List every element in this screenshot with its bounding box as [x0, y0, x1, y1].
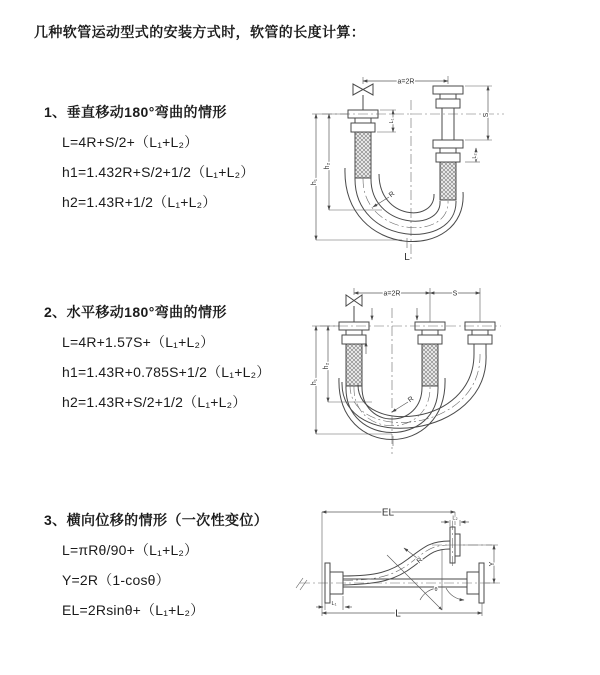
dim-y-label: Y: [489, 561, 496, 567]
curved-hose: [343, 541, 450, 585]
valve-icon: [353, 84, 373, 110]
dim-l1: [316, 596, 352, 610]
formula-l: L=4R+S/2+（L₁+L₂）: [62, 134, 199, 150]
diagram-horizontal-180-bend: [296, 282, 590, 458]
formula-y: Y=2R（1-cosθ）: [62, 572, 170, 588]
fitting-tick-arrows: [366, 308, 417, 354]
dim-l: [322, 603, 482, 620]
dim-l-label: L: [395, 608, 401, 620]
radius-leader: [392, 395, 415, 412]
dim-a2r-label: a=2R: [397, 78, 415, 86]
diagram-lateral-displacement: [292, 498, 596, 674]
dim-l1-label: L₁: [389, 118, 395, 124]
dim-el: [322, 507, 458, 617]
radius-leader: [404, 548, 424, 565]
hose-moved-position: [342, 354, 486, 428]
length-label: L: [404, 252, 410, 263]
formula-el: EL=2Rsinθ+（L₁+L₂）: [62, 602, 205, 618]
dim-a2r: [363, 76, 448, 86]
formula-l: L=4R+1.57S+（L₁+L₂）: [62, 334, 215, 350]
dim-l1: [377, 110, 396, 132]
centerlines: [322, 100, 504, 260]
radius-leader: [373, 191, 396, 207]
radius-label: R: [407, 395, 416, 405]
dim-h1-label: h₁: [311, 178, 318, 186]
formula-l: L=πRθ/90+（L₁+L₂）: [62, 542, 199, 558]
dim-el-label: EL: [381, 507, 395, 519]
dim-l2-label: L₂: [452, 515, 458, 522]
middle-pipe-fitting: [415, 322, 445, 386]
right-pipe-fitting: [465, 322, 495, 354]
section-1: [44, 103, 254, 211]
dim-s: [430, 291, 480, 298]
dim-s: [465, 86, 492, 140]
radius-label: R: [387, 190, 397, 200]
page-title: 几种软管运动型式的安装方式时，软管的长度计算：: [34, 24, 366, 40]
formula-h1: h1=1.43R+0.785S+1/2（L₁+L₂）: [62, 364, 271, 380]
section-2: [44, 303, 270, 411]
dim-s-label: S: [452, 290, 458, 298]
dim-h2-label: h₂: [324, 162, 331, 170]
formula-h2: h2=1.43R+S/2+1/2（L₁+L₂）: [62, 394, 247, 410]
dim-a2r-label: a=2R: [383, 290, 401, 298]
section-3-heading: 3、横向位移的情形（一次性变位）: [44, 512, 269, 528]
valve-icon: [346, 295, 362, 322]
left-pipe-fitting: [348, 110, 378, 178]
dim-h1-label: h₁: [311, 378, 318, 386]
radius-label: R: [415, 556, 425, 566]
section-2-heading: 2、水平移动180°弯曲的情形: [44, 304, 227, 320]
dim-s-label: S: [483, 112, 490, 118]
dim-h2-label: h₂: [323, 362, 330, 370]
dim-l2-label: L₂: [472, 153, 478, 159]
section-1-heading: 1、垂直移动180°弯曲的情形: [44, 104, 227, 120]
dim-h2: [324, 114, 382, 210]
dim-l2: [465, 148, 480, 162]
formula-h1: h1=1.432R+S/2+1/2（L₁+L₂）: [62, 164, 255, 180]
diagram-vertical-180-bend: [296, 70, 568, 266]
pipe-break-icon: [296, 578, 307, 590]
angle-label: θ: [434, 587, 438, 593]
formula-h2: h2=1.43R+1/2（L₁+L₂）: [62, 194, 217, 210]
left-pipe-fitting: [339, 322, 369, 386]
dim-l1-label: L₁: [331, 601, 337, 607]
section-3: [44, 511, 268, 619]
right-pipe-fittings: [433, 86, 463, 200]
